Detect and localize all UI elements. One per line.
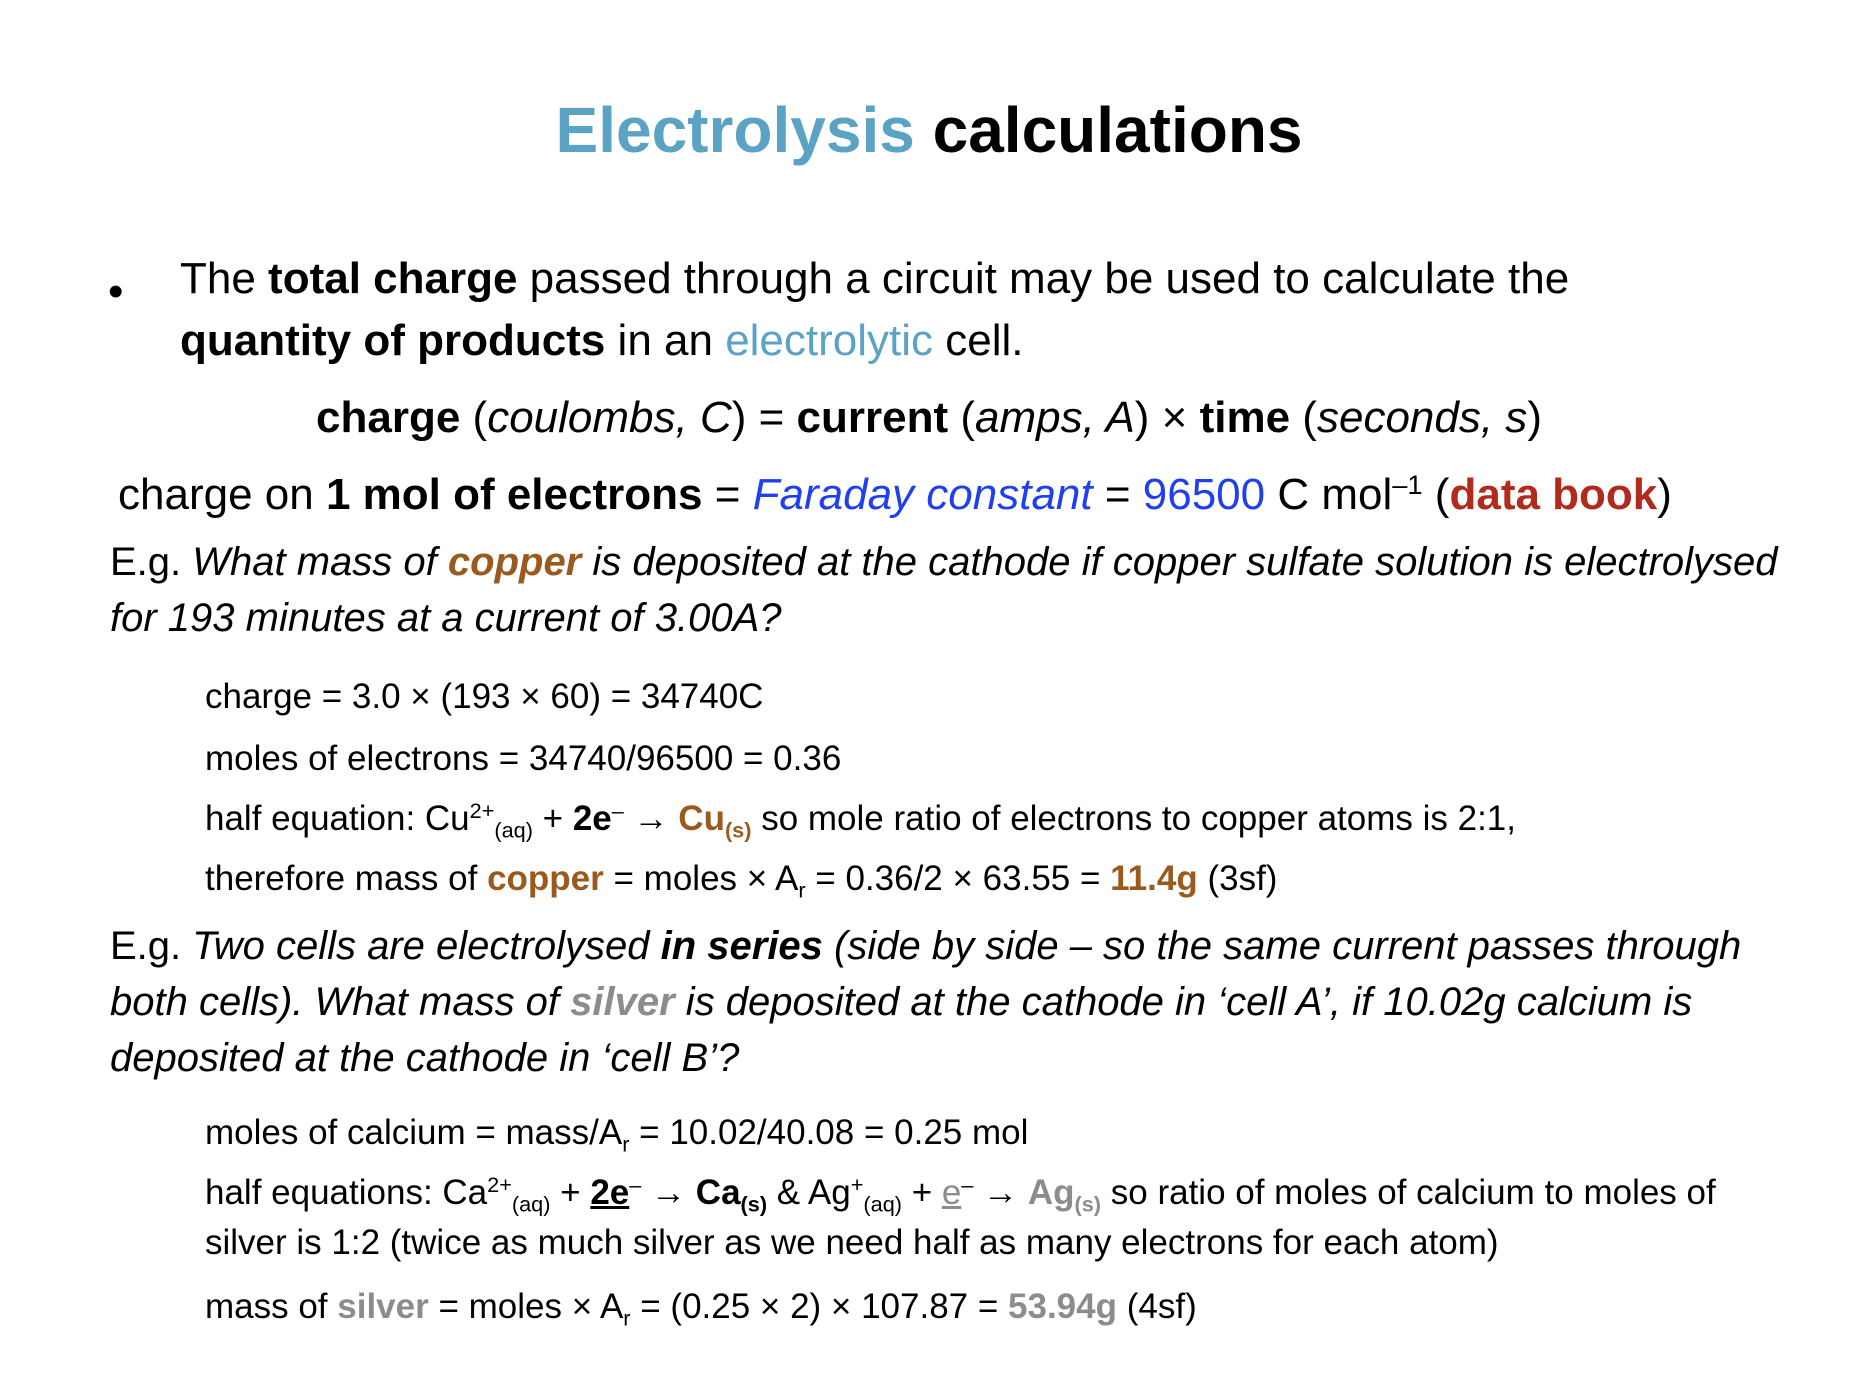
example-2-text: is deposited at the cathode in ‘cell A’, if 10.02g calcium is deposited at the cathode in ‘cell B’? [110, 980, 1693, 1080]
eq-plus: + [532, 799, 573, 838]
bullet-text-4: cell. [933, 316, 1024, 365]
example-1-mass-line [205, 854, 1277, 904]
eq-two-electrons: 2e [590, 1173, 630, 1212]
formula-coulombs: coulombs, C [487, 393, 732, 442]
eq-text: half equations: Ca [205, 1173, 488, 1212]
example-1-text: What mass of [192, 540, 448, 584]
formula-times: ) × [1134, 393, 1200, 442]
eq-state-solid: (s) [740, 1191, 768, 1217]
formula-charge: charge [316, 393, 461, 442]
eq-arrow: → [973, 1173, 1028, 1212]
eq-text: half equation: Cu [205, 799, 470, 838]
eq-electrons: 2e [572, 799, 612, 838]
data-book-label: data book [1449, 470, 1658, 519]
mass-silver-result: 53.94g [1008, 1287, 1117, 1326]
eq-copper-product: Cu [678, 799, 725, 838]
eq-plus: + [550, 1173, 591, 1212]
mass-formula: = moles × A [603, 859, 799, 898]
formula-current: current [796, 393, 949, 442]
faraday-text: charge on [118, 470, 326, 519]
title-highlight: Electrolysis [555, 94, 915, 166]
example-2-text: Two cells are electrolysed [192, 924, 661, 968]
example-1-question [110, 534, 1790, 646]
bullet-intro [180, 248, 1740, 372]
example-2-question [110, 918, 1790, 1086]
example-2-mass-line [205, 1282, 1197, 1332]
example-1-half-equation [205, 794, 1516, 844]
moles-ar-subscript: r [622, 1131, 630, 1157]
eq-state: (aq) [511, 1191, 551, 1217]
mass-ar-subscript: r [798, 877, 806, 903]
formula-amps: amps, A [975, 393, 1135, 442]
formula-paren: ( [1290, 393, 1317, 442]
formula-paren: ( [948, 393, 976, 442]
bullet-bold-total-charge: total charge [268, 254, 518, 303]
eq-state: (aq) [494, 817, 533, 843]
example-2-in-series: in series [660, 924, 823, 968]
bullet-bold-quantity: quantity of products [180, 316, 606, 365]
formula-equals: ) = [731, 393, 797, 442]
eq-and-silver: & Ag [767, 1173, 851, 1212]
eq-state: (aq) [863, 1191, 902, 1217]
formula-paren: ) [1527, 393, 1542, 442]
faraday-paren: ) [1657, 470, 1672, 519]
faraday-unit: C mol [1265, 470, 1393, 519]
example-1-copper: copper [447, 540, 582, 584]
eq-charge: 2+ [469, 798, 495, 824]
mass-copper-result: 11.4g [1110, 859, 1198, 898]
eq-electron-charge: – [629, 1172, 642, 1198]
faraday-formula [118, 465, 1672, 525]
eq-one-electron: e [941, 1173, 962, 1212]
moles-calc: = 10.02/40.08 = 0.25 mol [629, 1113, 1029, 1152]
mass-calc: = 0.36/2 × 63.55 = [805, 859, 1111, 898]
mass-ar-subscript: r [623, 1305, 631, 1331]
example-prefix: E.g. [110, 924, 193, 968]
example-2-text: (side by side – so the same current passes through both cells). What mass of [110, 924, 1742, 1024]
faraday-paren: ( [1422, 470, 1450, 519]
bullet-marker: • [108, 267, 124, 316]
eq-charge: 2+ [487, 1172, 512, 1198]
eq-arrow: → [623, 799, 679, 838]
eq-arrow: → [641, 1173, 696, 1212]
eq-state-solid: (s) [724, 817, 752, 843]
formula-seconds: seconds, s [1316, 393, 1528, 442]
eq-electron-charge: – [961, 1172, 974, 1198]
faraday-equals: = [702, 470, 753, 519]
eq-ratio-text: so mole ratio of electrons to copper atoms is 2:1, [751, 799, 1516, 838]
eq-electron-charge: – [611, 798, 624, 824]
eq-plus: + [901, 1173, 942, 1212]
formula-paren: ( [460, 393, 488, 442]
mass-calc: = (0.25 × 2) × 107.87 = [630, 1287, 1009, 1326]
eq-charge: + [850, 1172, 864, 1198]
eq-state-solid: (s) [1074, 1191, 1102, 1217]
bullet-electrolytic: electrolytic [725, 316, 934, 365]
mass-sf: (3sf) [1197, 859, 1278, 898]
eq-ratio-text: so ratio of moles of calcium to moles of silver is 1:2 (twice as much silver as we need half as many electrons for each atom) [205, 1173, 1716, 1262]
bullet-text-1: The [180, 254, 269, 303]
charge-formula [0, 388, 1858, 448]
formula-time: time [1199, 393, 1291, 442]
mass-text: mass of [205, 1287, 338, 1326]
eq-silver-product: Ag [1027, 1173, 1075, 1212]
title-rest: calculations [914, 94, 1303, 166]
faraday-unit-exponent: –1 [1392, 469, 1423, 500]
example-2-silver: silver [570, 980, 675, 1024]
faraday-equals: = [1092, 470, 1143, 519]
bullet-text-2: passed through a circuit may be used to calculate the [517, 254, 1570, 303]
eq-calcium-product: Ca [695, 1173, 741, 1212]
mass-formula: = moles × A [428, 1287, 624, 1326]
faraday-mol-electrons: 1 mol of electrons [325, 470, 703, 519]
example-1-charge-line: charge = 3.0 × (193 × 60) = 34740C [205, 677, 764, 716]
faraday-value: 96500 [1142, 470, 1266, 519]
faraday-constant: Faraday constant [752, 470, 1093, 519]
mass-copper: copper [487, 859, 604, 898]
mass-text: therefore mass of [205, 859, 488, 898]
bullet-text-3: in an [605, 316, 726, 365]
moles-text: moles of calcium = mass/A [205, 1113, 623, 1152]
example-2-half-equations [205, 1168, 1765, 1268]
mass-silver: silver [337, 1287, 429, 1326]
example-1-moles-line: moles of electrons = 34740/96500 = 0.36 [205, 739, 842, 778]
example-2-moles-line [205, 1108, 1028, 1158]
example-1-text: is deposited at the cathode if copper sulfate solution is electrolysed for 193 minutes at a current of 3.00A? [110, 540, 1778, 640]
page-title [0, 90, 1858, 170]
example-prefix: E.g. [110, 540, 193, 584]
mass-sf: (4sf) [1117, 1287, 1197, 1326]
